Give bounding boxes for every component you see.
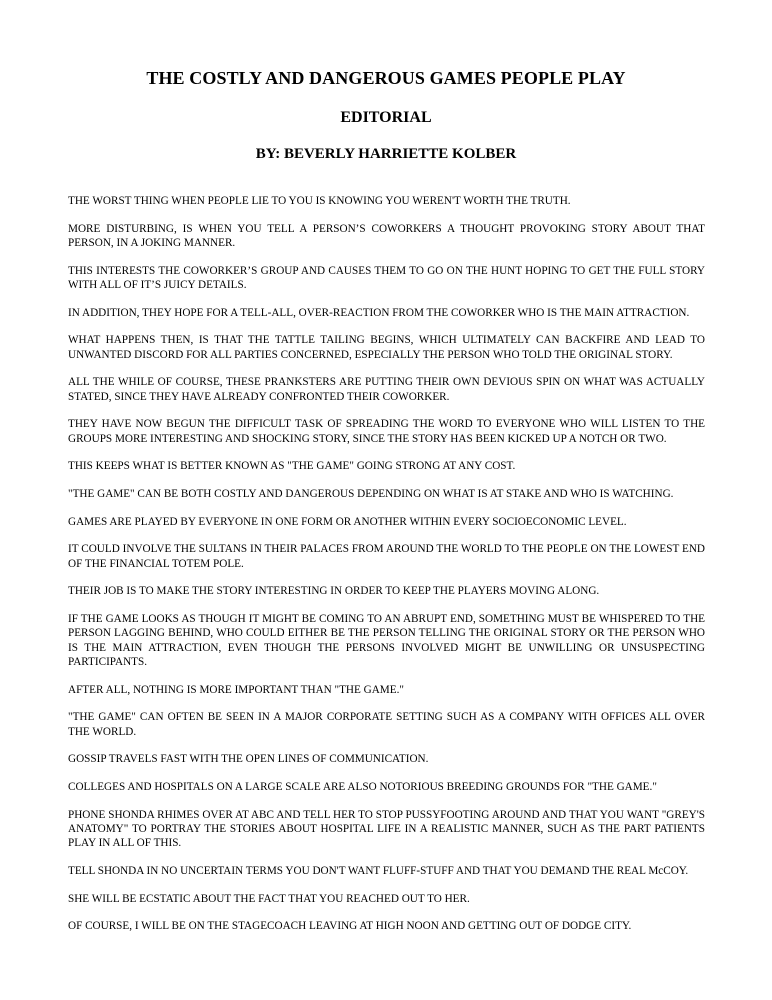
paragraph: THE WORST THING WHEN PEOPLE LIE TO YOU IS KNOWING YOU WEREN'T WORTH THE TRUTH. [68, 195, 571, 207]
paragraph: GAMES ARE PLAYED BY EVERYONE IN ONE FORM OR ANOTHER WITHIN EVERY SOCIOECONOMIC LEVEL. [68, 515, 627, 528]
paragraph: AFTER ALL, NOTHING IS MORE IMPORTANT THAN "THE GAME." [68, 683, 404, 696]
paragraph: MORE DISTURBING, IS WHEN YOU TELL A PERSON’S COWORKERS A THOUGHT PROVOKING STORY ABOUT THAT PERSON, IN A JOKING MANNER. [68, 222, 705, 249]
paragraph: IN ADDITION, THEY HOPE FOR A TELL-ALL, OVER-REACTION FROM THE COWORKER WHO IS THE MAIN ATTRACTION. [68, 306, 690, 319]
paragraph: THIS INTERESTS THE COWORKER’S GROUP AND CAUSES THEM TO GO ON THE HUNT HOPING TO GET THE FULL STORY WITH ALL OF IT’S JUICY DETAILS. [68, 264, 705, 291]
paragraph: "THE GAME" CAN BE BOTH COSTLY AND DANGEROUS DEPENDING ON WHAT IS AT STAKE AND WHO IS WATCHING. [68, 487, 674, 500]
paragraph: THIS KEEPS WHAT IS BETTER KNOWN AS "THE GAME" GOING STRONG AT ANY COST. [68, 460, 516, 473]
paragraph: IT COULD INVOLVE THE SULTANS IN THEIR PALACES FROM AROUND THE WORLD TO THE PEOPLE ON THE LOWEST END OF THE FINANCIAL TOTEM POLE. [68, 543, 705, 570]
paragraph: WHAT HAPPENS THEN, IS THAT THE TATTLE TAILING BEGINS, WHICH ULTIMATELY CAN BACKFIRE AND LEAD TO UNWANTED DISCORD FOR ALL PARTIES CONCERNED, ESPECIALLY THE PERSON WHO TOLD THE ORIGINAL STORY. [68, 334, 705, 361]
paragraph: "THE GAME" CAN OFTEN BE SEEN IN A MAJOR CORPORATE SETTING SUCH AS A COMPANY WITH OFFICES ALL OVER THE WORLD. [68, 711, 705, 738]
document-title: THE COSTLY AND DANGEROUS GAMES PEOPLE PLAY [146, 68, 626, 88]
paragraph: THEIR JOB IS TO MAKE THE STORY INTERESTING IN ORDER TO KEEP THE PLAYERS MOVING ALONG. [68, 585, 600, 598]
article-body [68, 194, 705, 947]
document-subtitle: EDITORIAL [340, 109, 432, 126]
paragraph: ALL THE WHILE OF COURSE, THESE PRANKSTERS ARE PUTTING THEIR OWN DEVIOUS SPIN ON WHAT WAS ACTUALLY STATED, SINCE THEY HAVE ALREADY CONFRONTED THEIR COWORKER. [68, 376, 705, 403]
paragraph: THEY HAVE NOW BEGUN THE DIFFICULT TASK OF SPREADING THE WORD TO EVERYONE WHO WILL LISTEN TO THE GROUPS MORE INTERESTING AND SHOCKING STORY, SINCE THE STORY HAS BEEN KICKED UP A NOTCH OR TWO. [68, 418, 705, 445]
paragraph: TELL SHONDA IN NO UNCERTAIN TERMS YOU DON'T WANT FLUFF-STUFF AND THAT YOU DEMAND THE REAL McCOY. [68, 864, 689, 877]
author-byline: BY: BEVERLY HARRIETTE KOLBER [255, 146, 517, 162]
paragraph: COLLEGES AND HOSPITALS ON A LARGE SCALE ARE ALSO NOTORIOUS BREEDING GROUNDS FOR "THE GAME." [68, 780, 657, 793]
paragraph: IF THE GAME LOOKS AS THOUGH IT MIGHT BE COMING TO AN ABRUPT END, SOMETHING MUST BE WHISPERED TO THE PERSON LAGGING BEHIND, WHO COULD EITHER BE THE PERSON TELLING THE ORIGINAL STORY OR THE PERSON WHO IS THE MAIN ATTRACTION, EVEN THOUGH THE PERSONS INVOLVED MIGHT BE UNWILLING OR UNSUSPECTING PARTICIPANTS. [68, 613, 705, 668]
paragraph: GOSSIP TRAVELS FAST WITH THE OPEN LINES OF COMMUNICATION. [68, 753, 429, 766]
paragraph: SHE WILL BE ECSTATIC ABOUT THE FACT THAT YOU REACHED OUT TO HER. [68, 892, 470, 905]
paragraph: OF COURSE, I WILL BE ON THE STAGECOACH LEAVING AT HIGH NOON AND GETTING OUT OF DODGE CITY. [68, 920, 632, 933]
paragraph: PHONE SHONDA RHIMES OVER AT ABC AND TELL HER TO STOP PUSSYFOOTING AROUND AND THAT YOU WANT "GREY'S ANATOMY" TO PORTRAY THE STORIES ABOUT HOSPITAL LIFE IN A REALISTIC MANNER, SUCH AS THE PART PATIENTS PLAY IN ALL OF THIS. [68, 808, 705, 850]
